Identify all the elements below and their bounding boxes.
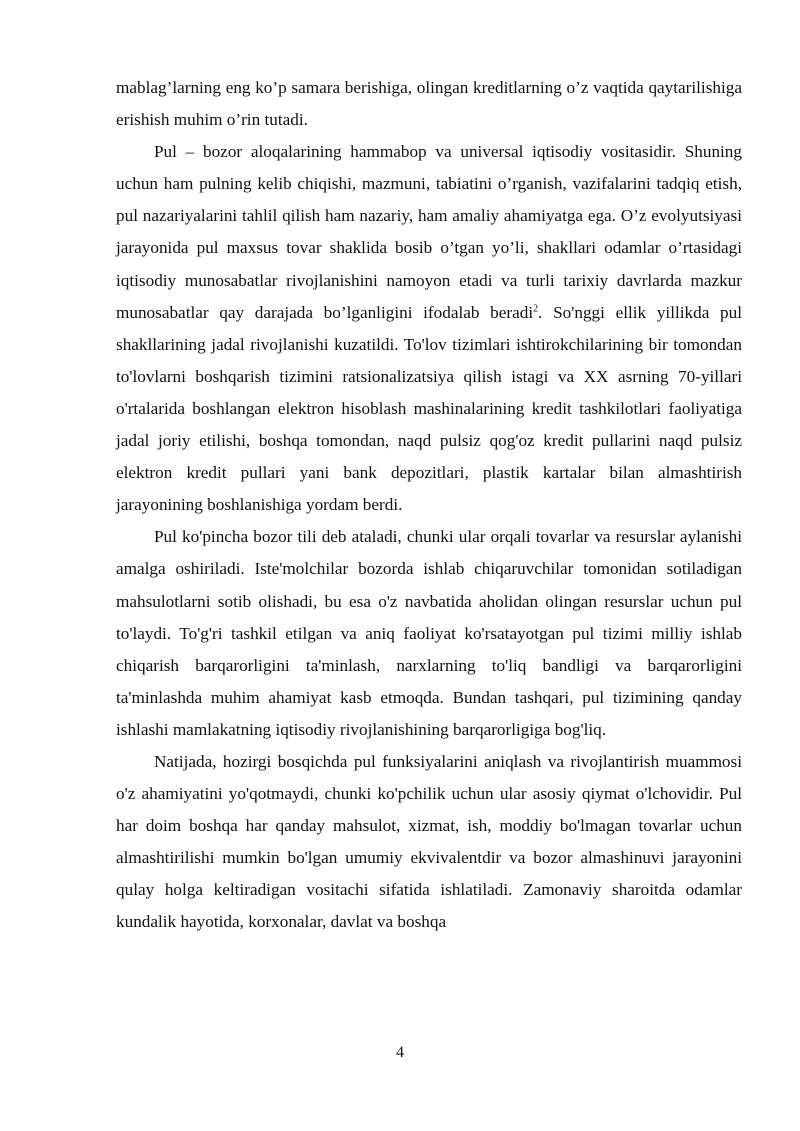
paragraph-text-part: . So'nggi ellik yillikda pul shakllarining jadal rivojlanishi kuzatildi. To'lov tizimlari ishtirokchilarining bir tomondan to'lovlarni boshqarish tizimini ratsionalizatsiya qilish istagi va XX asrning 70-yillari o'rtalarida boshlangan elektron hisoblash mashinalarining kredit tashkilotlari faoliyatiga jadal joriy etilishi, boshqa tomondan, naqd pulsiz qog'oz kredit pullarini naqd pulsiz elektron kredit pullari yani bank depozitlari, plastik kartalar bilan almashtirish jarayonining boshlanishiga yordam berdi. xyxy=(116,302,742,515)
paragraph-money-universal-tool xyxy=(116,136,742,521)
paragraph-money-market-language: Pul ko'pincha bozor tili deb ataladi, chunki ular orqali tovarlar va resurslar aylanishi amalga oshiriladi. Iste'molchilar bozorda ishlab chiqaruvchilar tomonidan sotiladigan mahsulotlarni sotib olishadi, bu esa o'z navbatida aholidan olingan resurslar uchun pul to'laydi. To'g'ri tashkil etilgan va aniq faoliyat ko'rsatayotgan pul tizimi milliy ishlab chiqarish barqarorligini ta'minlash, narxlarning to'liq bandligi va barqarorligini ta'minlashda muhim ahamiyat kasb etmoqda. Bundan tashqari, pul tizimining qanday ishlashi mamlakatning iqtisodiy rivojlanishining barqarorligiga bog'liq. xyxy=(116,527,742,739)
page-number: 4 xyxy=(396,1044,404,1061)
paragraph-continuation: mablag’larning eng ko’p samara berishiga, olingan kreditlarning o’z vaqtida qaytarilishiga erishish muhim o’rin tutadi. xyxy=(116,78,742,130)
body-text xyxy=(116,72,742,939)
paragraph-money-functions: Natijada, hozirgi bosqichda pul funksiyalarini aniqlash va rivojlantirish muammosi o'z ahamiyatini yo'qotmaydi, chunki ko'pchilik uchun ular asosiy qiymat o'lchovidir. Pul har doim boshqa har qanday mahsulot, xizmat, ish, moddiy bo'lmagan tovarlar uchun almashtirilishi mumkin bo'lgan umumiy ekvivalentdir va bozor almashinuvi jarayonini qulay holga keltiradigan vositachi sifatida ishlatiladi. Zamonaviy sharoitda odamlar kundalik hayotida, korxonalar, davlat va boshqa xyxy=(116,751,742,932)
paragraph-text-part: Pul – bozor aloqalarining hammabop va universal iqtisodiy vositasidir. Shuning uchun ham pulning kelib chiqishi, mazmuni, tabiatini o’rganish, vazifalarini tadqiq etish, pul nazariyalarini tahlil qilish ham nazariy, ham amaliy ahamiyatga ega. O’z evolyutsiyasi jarayonida pul maxsus tovar shaklida bosib o’tgan yo’li, shakllari odamlar o’rtasidagi iqtisodiy munosabatlar rivojlanishini namoyon etadi va turli tarixiy davrlarda mazkur munosabatlar qay darajada bo’lganligini ifodalab beradi xyxy=(116,142,742,322)
footnote-marker[interactable]: 2 xyxy=(533,302,539,314)
